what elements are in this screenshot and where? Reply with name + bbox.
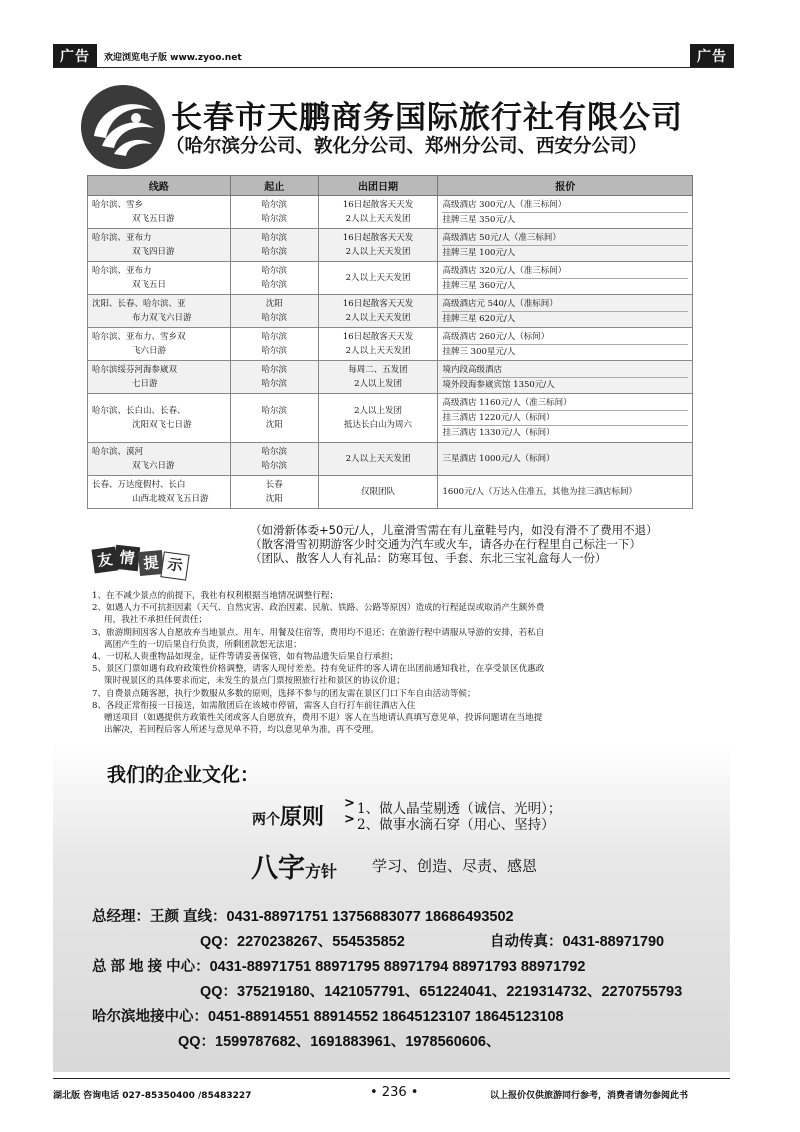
cell-stops (230, 262, 318, 295)
stops-line: 哈尔滨 (261, 332, 287, 342)
prices-line: 挂牌三星 350元/人 (442, 214, 516, 225)
cell-stops (230, 328, 318, 361)
header-rule (53, 67, 730, 68)
cell-route (88, 328, 231, 361)
principle-item: 1、做人晶莹剔透（诚信、光明）； (357, 801, 562, 817)
dates-line: 仅限团队 (361, 487, 396, 497)
tips-badge-char: 示 (160, 551, 189, 580)
tip-line: 4、一切私人贵重物品如现金，证件等请妥善保管，如有物品遗失后果自行承担； (92, 652, 399, 663)
table-row (88, 443, 693, 476)
stops-line: 哈尔滨 (261, 365, 287, 375)
principles-label-b: 原则 (280, 804, 325, 830)
stops-line: 哈尔滨 (261, 280, 287, 290)
prices-line: 高级酒店 50元/人（准三标间） (442, 231, 688, 246)
prices-line: 挂牌三 300星元/人 (442, 346, 516, 357)
contact-qq-harbin: QQ：1599787682、1691883961、1978560606、 (178, 1034, 501, 1050)
stops-line: 哈尔滨 (261, 313, 287, 323)
prices-line: 挂牌三星 360元/人 (442, 280, 516, 291)
stops-line: 哈尔滨 (261, 214, 287, 224)
stops-line: 沈阳 (265, 299, 283, 309)
dates-line: 16日起散客天天发 (342, 200, 414, 210)
route-line: 双飞四日游 (132, 247, 175, 257)
dates-line: 16日起散客天天发 (342, 233, 414, 243)
tips-badge (93, 546, 191, 578)
tip-line: 出解决，若回程后客人所述与意见单不符，均以意见单为准，再不受理。 (104, 725, 380, 736)
tips-badge-char: 提 (138, 550, 164, 576)
prices-line: 高级酒店元 540/人（准标间） (442, 297, 688, 312)
motto-label-b: 方针 (305, 862, 338, 881)
tip-line: 离团产生的一切后果自行负责，所剩团款恕无法退； (104, 639, 302, 650)
route-line: 哈尔滨、长白山、长春、 (92, 406, 186, 416)
tips-badge-char: 友 (91, 546, 118, 573)
stops-line: 哈尔滨 (261, 447, 287, 457)
col-header-route: 线路 (88, 176, 231, 196)
prices-line: 三星酒店 1000元/人（标间） (442, 454, 555, 464)
cell-stops (230, 476, 318, 509)
tip-line: 赠送项目（如遇提供方政策性关闭或客人自愿放弃，费用不退）客人在当地请认真填写意见单，投诉问题请在当地提 (104, 713, 543, 724)
table-row (88, 229, 693, 262)
cell-route (88, 443, 231, 476)
cell-stops (230, 394, 318, 443)
dates-line: 抵达长白山为周六 (344, 420, 413, 430)
cell-dates (318, 229, 438, 262)
table-row (88, 262, 693, 295)
cell-dates (318, 394, 438, 443)
cell-prices (438, 229, 693, 262)
stops-line: 沈阳 (265, 494, 283, 504)
tip-line: 2、如遇人力不可抗拒因素（天气、自然灾害、政治因素、民航、铁路、公路等原因）造成的行程延误或取消产生额外费 (92, 603, 545, 614)
table-row (88, 476, 693, 509)
prices-line: 挂牌三星 620元/人 (442, 313, 516, 324)
contact-qq-gm: QQ：2270238267、554535852 (200, 934, 405, 950)
tip-line: 5、景区门票如遇有政府政策性价格调整，请客人现付差差。持有免证件的客人请在出团前通知我社，在享受景区优惠政 (92, 664, 545, 675)
tip-line: 用，我社不承担任何责任； (104, 615, 208, 626)
dates-line: 2人以上发团 (354, 406, 403, 416)
cell-stops (230, 196, 318, 229)
route-line: 长春、万达度假村、长白 (92, 480, 186, 490)
cell-route (88, 295, 231, 328)
prices-line: 挂三酒店 1220元/人（标间） (442, 411, 688, 426)
route-line: 哈尔滨、漠河 (92, 447, 144, 457)
stops-line: 哈尔滨 (261, 379, 287, 389)
route-line: 沈阳、长春、哈尔滨、亚 (92, 299, 186, 309)
prices-line: 挂牌三星 100元/人 (442, 247, 516, 258)
cell-dates (318, 262, 438, 295)
stops-line: 哈尔滨 (261, 406, 287, 416)
cell-route (88, 229, 231, 262)
dates-line: 2人以上天天发团 (345, 247, 411, 257)
tip-line: 8、各段正常衔接一日接送，如需散团后在该城市停留，需客人自行打车前往酒店入住 (92, 700, 416, 711)
motto-label-a: 八字 (251, 853, 305, 884)
table-row (88, 196, 693, 229)
table-row (88, 361, 693, 394)
notes-block (250, 523, 658, 565)
stops-line: 哈尔滨 (261, 346, 287, 356)
dates-line: 2人以上天天发团 (345, 313, 411, 323)
table-row (88, 328, 693, 361)
cell-stops (230, 361, 318, 394)
tip-line: 3、旅游期间因客人自愿放弃当地景点、用车、用餐及住宿等，费用均不退还；在旅游行程中请服从导游的安排，若私自 (92, 627, 545, 638)
cell-stops (230, 443, 318, 476)
cell-dates (318, 295, 438, 328)
cell-stops (230, 295, 318, 328)
page-number: • 236 • (370, 1085, 419, 1100)
route-line: 双飞五日游 (132, 214, 175, 224)
route-line: 哈尔滨绥芬河海参崴双 (92, 365, 178, 375)
arrow-icon: > (344, 812, 355, 827)
tip-line: 策时视景区的具体要求而定，未发生的景点门票按照旅行社和景区的协议价退； (104, 676, 405, 687)
prices-line: 高级酒店 1160元/人（准三标间） (442, 396, 688, 411)
stops-line: 哈尔滨 (261, 266, 287, 276)
cell-prices (438, 361, 693, 394)
cell-prices (438, 328, 693, 361)
dates-line: 2人以上天天发团 (345, 273, 411, 283)
route-line: 布力双飞六日游 (132, 313, 192, 323)
prices-line: 1600元/人（万达入住准五，其他为挂三酒店标间） (442, 487, 637, 497)
stops-line: 哈尔滨 (261, 461, 287, 471)
prices-line: 境外段海参崴宾馆 1350元/人 (442, 379, 555, 390)
cell-dates (318, 196, 438, 229)
route-line: 哈尔滨、亚布力 (92, 266, 152, 276)
table-body (88, 196, 693, 509)
cell-prices (438, 262, 693, 295)
tips-badge-char: 情 (114, 545, 140, 571)
dates-line: 2人以上天天发团 (345, 346, 411, 356)
route-line: 双飞六日游 (132, 461, 175, 471)
site-text[interactable]: 欢迎浏览电子版 www.zyoo.net (104, 53, 242, 63)
tips-list (92, 590, 544, 736)
contact-fax: 自动传真：0431-88971790 (490, 934, 665, 950)
dates-line: 16日起散客天天发 (342, 299, 414, 309)
swirl-logo-icon (80, 84, 166, 170)
route-line: 飞六日游 (132, 346, 167, 356)
route-line: 沈阳双飞七日游 (132, 420, 192, 430)
cell-route (88, 394, 231, 443)
cell-dates (318, 443, 438, 476)
dates-line: 2人以上天天发团 (345, 214, 411, 224)
route-line: 哈尔滨、亚布力、雪乡双 (92, 332, 186, 342)
principles-label (252, 800, 324, 831)
note-line: （如滑新体委+50元/人，儿童滑雪需在有儿童鞋号内，如没有滑不了费用不退） (250, 523, 658, 537)
prices-line: 挂三酒店 1330元/人（标间） (442, 428, 555, 438)
motto-text: 学习、创造、尽责、感恩 (372, 857, 538, 875)
ad-tag-left: 广告 (53, 44, 97, 68)
table-row (88, 295, 693, 328)
stops-line: 哈尔滨 (261, 200, 287, 210)
cell-prices (438, 476, 693, 509)
cell-prices (438, 443, 693, 476)
footer-rule (53, 1078, 730, 1079)
dates-line: 每周二、五发团 (348, 365, 408, 375)
route-line: 七日游 (132, 379, 158, 389)
cell-route (88, 361, 231, 394)
dates-line: 2人以上发团 (354, 379, 403, 389)
contact-gm: 总经理：王颜 直线：0431-88971751 13756883077 18686493502 (92, 909, 514, 925)
route-line: 哈尔滨、亚布力 (92, 233, 152, 243)
contact-qq-hq: QQ：375219180、1421057791、651224041、2219314732、2270755793 (200, 984, 683, 1000)
company-branches: （哈尔滨分公司、敦化分公司、郑州分公司、西安分公司） (166, 136, 648, 157)
cell-stops (230, 229, 318, 262)
prices-line: 高级酒店 300元/人（准三标间） (442, 198, 688, 213)
cell-prices (438, 394, 693, 443)
stops-line: 哈尔滨 (261, 247, 287, 257)
route-line: 双飞五日 (132, 280, 167, 290)
note-line: （散客滑雪初期游客少时交通为汽车或火车，请各办在行程里自己标注一下） (250, 537, 641, 551)
footer-right: 以上报价仅供旅游同行参考，消费者请勿参阅此书 (490, 1091, 689, 1101)
route-line: 哈尔滨、雪乡 (92, 200, 144, 210)
cell-dates (318, 361, 438, 394)
stops-line: 长春 (265, 480, 283, 490)
tip-line: 1、在不减少景点的前提下，我社有权利根据当地情况调整行程； (92, 591, 339, 601)
table-row (88, 394, 693, 443)
col-header-dates: 出团日期 (318, 176, 438, 196)
stops-line: 哈尔滨 (261, 233, 287, 243)
prices-line: 高级酒店 320元/人（准三标间） (442, 264, 688, 279)
contact-hq: 总 部 地 接 中心：0431-88971751 88971795 88971794 88971793 88971792 (92, 959, 586, 975)
table-header-row (88, 176, 693, 196)
arrow-icon: > (344, 796, 355, 811)
cell-dates (318, 476, 438, 509)
dates-line: 16日起散客天天发 (342, 332, 414, 342)
tip-line: 7、自费景点随客愿，执行少数服从多数的原则，选择不参与的团友需在景区门口下车自由活动等候； (92, 688, 476, 699)
cell-prices (438, 196, 693, 229)
route-line: 山西北坡双飞五日游 (132, 494, 209, 504)
price-table (87, 175, 693, 509)
company-name: 长春市天鹏商务国际旅行社有限公司 (171, 100, 683, 136)
cell-route (88, 262, 231, 295)
cell-dates (318, 328, 438, 361)
cell-prices (438, 295, 693, 328)
note-line: （团队、散客人人有礼品：防寒耳包、手套、东北三宝礼盒每人一份） (250, 551, 607, 565)
footer-left: 湖北版 咨询电话 027-85350400 /85483227 (53, 1091, 252, 1101)
cell-route (88, 196, 231, 229)
cell-route (88, 476, 231, 509)
principles-label-a: 两个 (252, 812, 280, 828)
culture-title: 我们的企业文化： (107, 764, 260, 786)
dates-line: 2人以上天天发团 (345, 454, 411, 464)
col-header-stops: 起止 (230, 176, 318, 196)
prices-line: 高级酒店 260元/人（标间） (442, 330, 688, 345)
motto-label (251, 846, 337, 885)
principle-item: 2、做事水滴石穿（用心、坚持） (357, 817, 555, 833)
col-header-price: 报价 (438, 176, 693, 196)
contact-harbin: 哈尔滨地接中心：0451-88914551 88914552 18645123107 18645123108 (92, 1009, 564, 1025)
ad-tag-right: 广告 (690, 44, 734, 68)
stops-line: 沈阳 (265, 420, 283, 430)
prices-line: 境内段高级酒店 (442, 363, 688, 378)
